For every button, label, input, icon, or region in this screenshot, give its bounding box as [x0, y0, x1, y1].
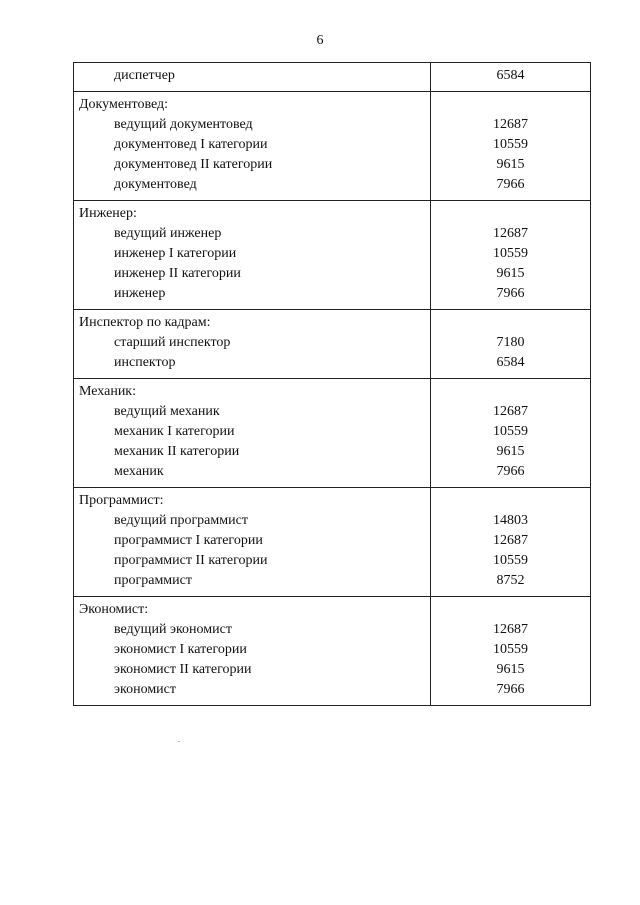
position-name: документовед I категории: [114, 137, 268, 152]
position-cell: [74, 597, 431, 705]
salary-value: 7966: [496, 682, 525, 697]
position-cell: [74, 63, 431, 91]
group-heading: Инженер:: [79, 206, 137, 221]
position-name: документовед II категории: [114, 157, 273, 172]
table-row-group: [74, 92, 590, 201]
salary-value: 10559: [493, 553, 528, 568]
salary-value: 10559: [493, 246, 528, 261]
position-name: экономист I категории: [114, 642, 247, 657]
table-row-group: [74, 63, 590, 92]
spacer: [431, 95, 590, 115]
position-name: инспектор: [114, 355, 176, 370]
spacer: [431, 313, 590, 333]
position-name: программист: [114, 573, 192, 588]
position-name: ведущий экономист: [114, 622, 232, 637]
position-cell: [74, 379, 431, 487]
salary-value: 7966: [496, 464, 525, 479]
salary-cell: [431, 379, 590, 487]
position-cell: [74, 488, 431, 596]
table-row-group: [74, 379, 590, 488]
salary-cell: [431, 488, 590, 596]
position-name: механик: [114, 464, 164, 479]
salary-value: 12687: [493, 226, 528, 241]
salary-value: 10559: [493, 424, 528, 439]
salary-value: 10559: [493, 137, 528, 152]
position-cell: [74, 92, 431, 200]
salary-value: 12687: [493, 117, 528, 132]
scan-speck: [178, 741, 180, 742]
position-name: инженер I категории: [114, 246, 237, 261]
position-name: механик I категории: [114, 424, 235, 439]
salary-value: 7966: [496, 177, 525, 192]
position-name: ведущий инженер: [114, 226, 222, 241]
position-name: механик II категории: [114, 444, 240, 459]
position-name: экономист II категории: [114, 662, 252, 677]
salary-value: 7966: [496, 286, 525, 301]
salary-cell: [431, 597, 590, 705]
salary-value: 9615: [496, 444, 525, 459]
position-name: ведущий программист: [114, 513, 248, 528]
salary-value: 12687: [493, 533, 528, 548]
position-name: инженер II категории: [114, 266, 241, 281]
page-number: 6: [316, 33, 324, 48]
salary-cell: [431, 92, 590, 200]
position-name: диспетчер: [114, 68, 175, 83]
group-heading: Документовед:: [79, 97, 169, 112]
salary-value: 9615: [496, 266, 525, 281]
table-row-group: [74, 597, 590, 706]
salary-value: 14803: [493, 513, 528, 528]
table-row-group: [74, 488, 590, 597]
salary-table: [73, 62, 591, 706]
salary-cell: [431, 310, 590, 378]
position-name: ведущий механик: [114, 404, 220, 419]
position-cell: [74, 310, 431, 378]
salary-value: 6584: [496, 355, 525, 370]
position-cell: [74, 201, 431, 309]
salary-value: 9615: [496, 662, 525, 677]
position-name: ведущий документовед: [114, 117, 253, 132]
group-heading: Программист:: [79, 493, 164, 508]
position-name: старший инспектор: [114, 335, 231, 350]
group-heading: Механик:: [79, 384, 136, 399]
salary-cell: [431, 63, 590, 91]
position-name: программист I категории: [114, 533, 263, 548]
position-name: документовед: [114, 177, 197, 192]
position-name: программист II категории: [114, 553, 268, 568]
position-name: экономист: [114, 682, 177, 697]
spacer: [431, 491, 590, 511]
salary-value: 12687: [493, 404, 528, 419]
salary-cell: [431, 201, 590, 309]
salary-value: 9615: [496, 157, 525, 172]
spacer: [431, 204, 590, 224]
salary-value: 7180: [496, 335, 525, 350]
salary-value: 6584: [496, 68, 525, 83]
salary-value: 8752: [496, 573, 525, 588]
group-heading: Инспектор по кадрам:: [79, 315, 211, 330]
spacer: [431, 600, 590, 620]
group-heading: Экономист:: [79, 602, 149, 617]
salary-value: 10559: [493, 642, 528, 657]
table-row-group: [74, 201, 590, 310]
position-name: инженер: [114, 286, 166, 301]
spacer: [431, 382, 590, 402]
salary-value: 12687: [493, 622, 528, 637]
table-row-group: [74, 310, 590, 379]
